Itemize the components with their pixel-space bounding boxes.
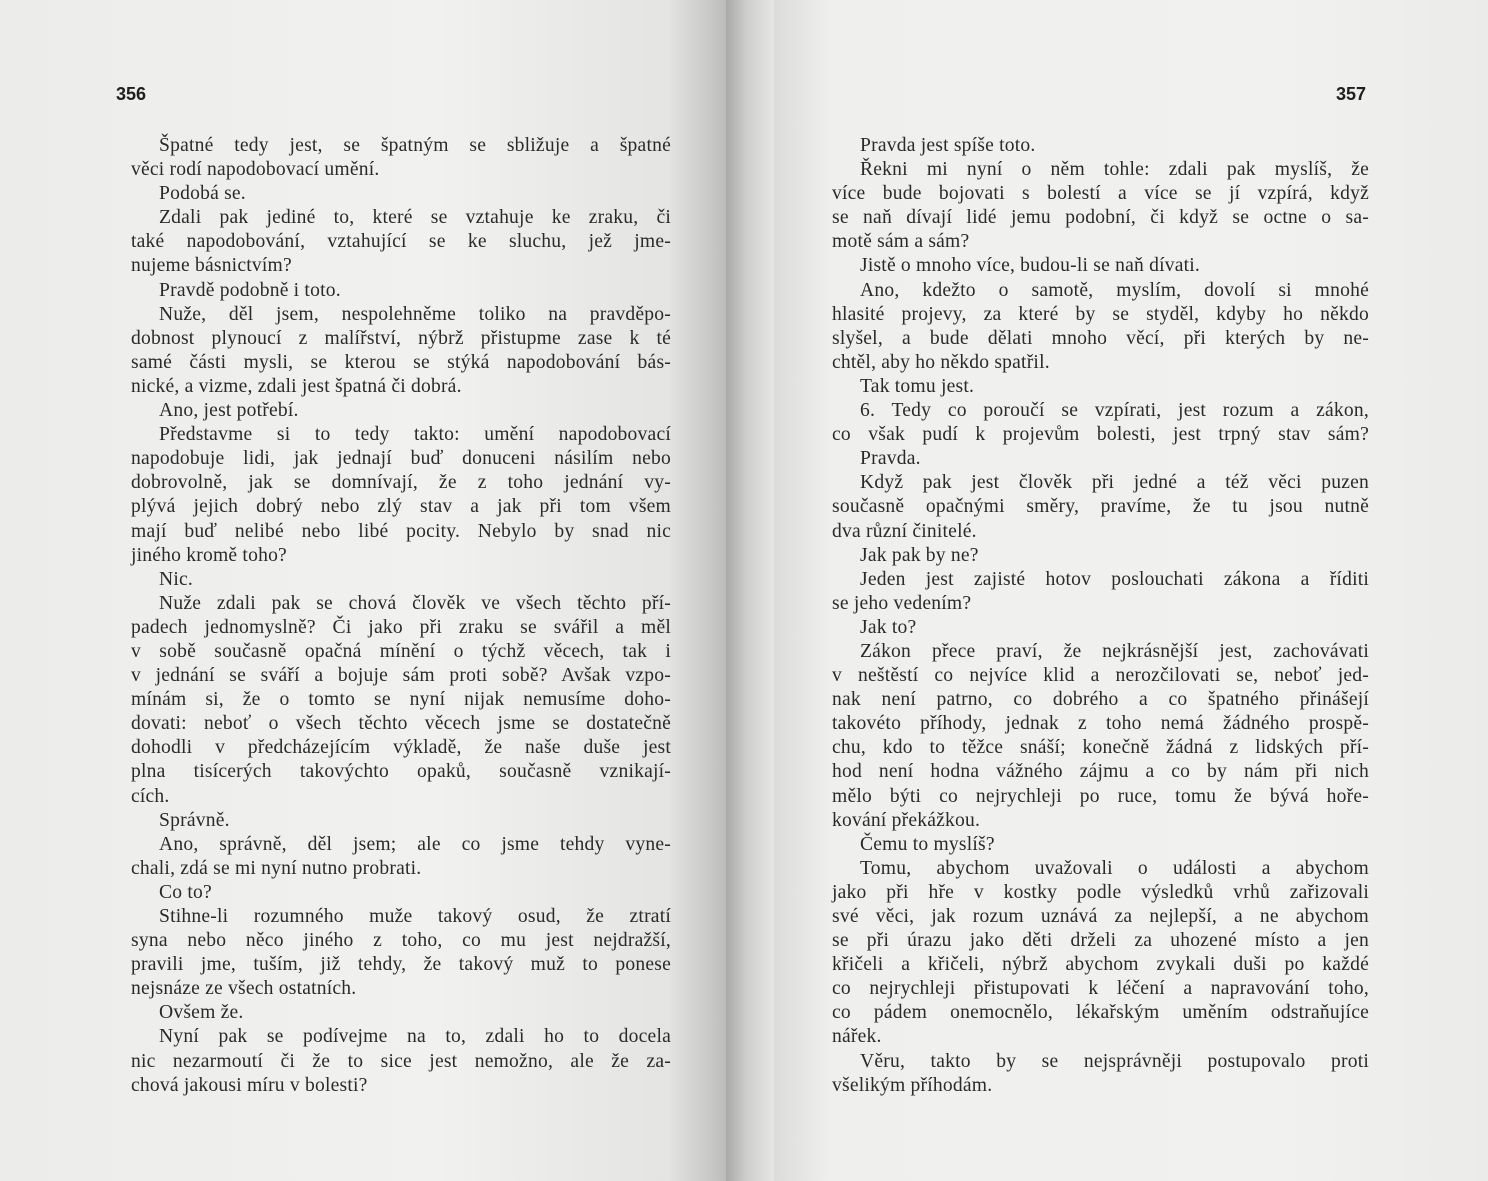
text-line: Nuže zdali pak se chová člověk ve všech těchto pří- xyxy=(159,592,671,614)
text-line: více bude bojovati s bolestí a více se jí vzpírá, když xyxy=(832,183,1369,205)
text-line: Jistě o mnoho více, budou-li se naň dívati. xyxy=(860,255,1201,277)
right-page xyxy=(774,0,1488,1181)
text-line: dobrovolně, jak se domnívají, že z toho jednání vy- xyxy=(131,472,671,494)
text-line: Jak to? xyxy=(860,616,917,638)
text-line: Tomu, abychom uvažovali o události a abychom xyxy=(860,857,1369,879)
text-line: Ano, kdežto o samotě, myslím, dovolí si mnohé xyxy=(860,279,1369,301)
text-line: také napodobování, vztahující se ke sluchu, jež jme- xyxy=(131,231,671,253)
text-line: křičeli a křičeli, nýbrž abychom zvykali duši po každé xyxy=(832,954,1369,976)
text-line: chali, zdá se mi nyní nutno probrati. xyxy=(131,857,422,879)
text-line: dobnost plynoucí z malířství, nýbrž přistupme zase k té xyxy=(131,327,671,349)
text-line: 6. Tedy co poroučí se vzpírati, jest rozum a zákon, xyxy=(860,400,1369,422)
text-line: chu, kdo to těžce snáší; konečně žádná z lidských pří- xyxy=(832,737,1369,759)
text-line: padech jednomyslně? Či jako při zraku se svářil a měl xyxy=(131,616,671,638)
text-line: Nyní pak se podívejme na to, zdali ho to docela xyxy=(159,1026,671,1048)
page-number: 356 xyxy=(116,84,147,104)
text-line: nejsnáze ze všech ostatních. xyxy=(131,978,357,1000)
text-line: slyšel, a bude dělati mnoho věcí, při kterých by ne- xyxy=(832,327,1369,349)
text-line: co nejrychleji přistupovati k léčení a napravování toho, xyxy=(832,978,1369,1000)
text-line: Čemu to myslíš? xyxy=(860,833,995,855)
page-text xyxy=(131,134,671,1098)
text-line: co pádem onemocnělo, lékařským uměním odstraňujíce xyxy=(832,1002,1369,1024)
text-line: nické, a vizme, zdali jest špatná či dobrá. xyxy=(131,375,462,397)
text-line: Ano, správně, děl jsem; ale co jsme tehdy vyne- xyxy=(159,833,671,855)
book-gutter xyxy=(726,0,774,1181)
text-line: pravili jme, tuším, již tehdy, že takový muž to ponese xyxy=(131,954,671,976)
text-line: jiného kromě toho? xyxy=(131,544,287,566)
text-line: hod není hodna vážného zájmu a co by nám při nich xyxy=(832,761,1369,783)
text-line: Když pak jest člověk při jedné a též věci puzen xyxy=(860,472,1369,494)
text-line: Pravda jest spíše toto. xyxy=(860,135,1036,156)
text-line: Nuže, děl jsem, nespolehněme toliko na pravděpo- xyxy=(159,303,671,325)
text-line: motě sám a sám? xyxy=(832,231,970,253)
text-line: Jeden jest zajisté hotov poslouchati zákona a říditi xyxy=(860,568,1369,590)
text-line: plývá jejich dobrý nebo zlý stav a jak při tom všem xyxy=(131,496,671,518)
text-line: současně opačnými směry, pravíme, že tu jsou nutně xyxy=(832,496,1369,518)
text-line: Věru, takto by se nejsprávněji postupovalo proti xyxy=(860,1050,1369,1072)
text-line: mínám si, že o tomto se nyní nijak nemusíme doho- xyxy=(131,689,671,711)
text-line: nářek. xyxy=(832,1026,882,1048)
text-line: Stihne-li rozumného muže takový osud, že ztratí xyxy=(159,906,671,927)
text-line: své věci, jak rozum uznává za nejlepší, a ne abychom xyxy=(832,906,1369,927)
text-line: Pravdě podobně i toto. xyxy=(159,279,341,301)
text-line: Nic. xyxy=(159,568,193,590)
text-line: Zákon přece praví, že nejkrásnější jest, zachovávati xyxy=(860,640,1369,662)
text-line: se při úrazu jako děti drželi za uhozené místo a jen xyxy=(832,930,1369,952)
text-line: všelikým příhodám. xyxy=(832,1074,993,1096)
text-line: nic nezarmoutí či že to sice jest nemožno, ale že za- xyxy=(131,1050,671,1072)
text-line: kování překážkou. xyxy=(832,809,981,831)
text-line: dovati: neboť o všech těchto věcech jsme se dostatečně xyxy=(131,713,671,735)
text-line: v sobě současně opačná mínění o týchž věcech, tak i xyxy=(131,640,671,662)
text-line: dohodli v předcházejícím výkladě, že naše duše jest xyxy=(131,737,671,759)
left-page xyxy=(0,0,726,1181)
text-line: Ano, jest potřebí. xyxy=(159,400,299,422)
text-line: Řekni mi nyní o něm tohle: zdali pak myslíš, že xyxy=(860,159,1369,181)
text-line: jako při hře v kostky podle výsledků vrhů zařizovali xyxy=(832,881,1369,903)
text-line: Jak pak by ne? xyxy=(860,544,979,566)
text-line: mělo býti co nejrychleji po ruce, tomu že bývá hoře- xyxy=(832,785,1369,807)
text-line: věci rodí napodobovací umění. xyxy=(131,159,380,181)
text-line: samé části mysli, se kterou se stýká napodobování bás- xyxy=(131,351,671,373)
text-line: Tak tomu jest. xyxy=(860,375,975,397)
text-line: chová jakousi míru v bolesti? xyxy=(131,1074,368,1096)
text-line: se jeho vedením? xyxy=(832,592,972,614)
text-line: dva různí činitelé. xyxy=(832,520,977,542)
text-line: chtěl, aby ho někdo spatřil. xyxy=(832,351,1050,373)
text-line: v neštěstí co nejvíce klid a nerozčilovati se, neboť jed- xyxy=(832,665,1369,687)
text-line: napodobuje lidi, jak jednají buď donuceni násilím nebo xyxy=(131,448,671,470)
text-line: syna nebo něco jiného z toho, co mu jest nejdražší, xyxy=(131,930,671,952)
text-line: Ovšem že. xyxy=(159,1002,244,1024)
text-line: Představme si to tedy takto: umění napodobovací xyxy=(159,424,671,446)
text-line: Zdali pak jediné to, které se vztahuje ke zraku, či xyxy=(159,207,671,229)
text-line: Podobá se. xyxy=(159,183,246,205)
text-line: v jednání se sváří a bojuje sám proti sobě? Avšak vzpo- xyxy=(131,665,671,687)
text-line: Špatné tedy jest, se špatným se sbližuje a špatné xyxy=(159,135,671,156)
text-line: nak není patrno, co dobrého a co špatného přinášejí xyxy=(832,689,1369,711)
text-line: se naň dívají lidé jemu podobní, či když se octne o sa- xyxy=(832,207,1369,229)
text-line: hlasité projevy, za které by se styděl, kdyby ho někdo xyxy=(832,303,1369,325)
page-number: 357 xyxy=(1335,84,1366,104)
text-line: co však pudí k projevům bolesti, jest trpný stav sám? xyxy=(832,424,1369,446)
text-line: Správně. xyxy=(159,809,230,831)
text-line: Co to? xyxy=(159,881,212,903)
page-text xyxy=(832,134,1369,1098)
text-line: Pravda. xyxy=(860,448,921,470)
text-line: plna tisícerých takovýchto opaků, současně vznikají- xyxy=(131,761,671,783)
text-line: takovéto příhody, jednak z toho nemá žádného prospě- xyxy=(832,713,1369,735)
text-line: cích. xyxy=(131,785,170,807)
text-line: nujeme básnictvím? xyxy=(131,255,292,277)
text-line: mají buď nelibé nebo libé pocity. Nebylo by snad nic xyxy=(131,520,671,542)
